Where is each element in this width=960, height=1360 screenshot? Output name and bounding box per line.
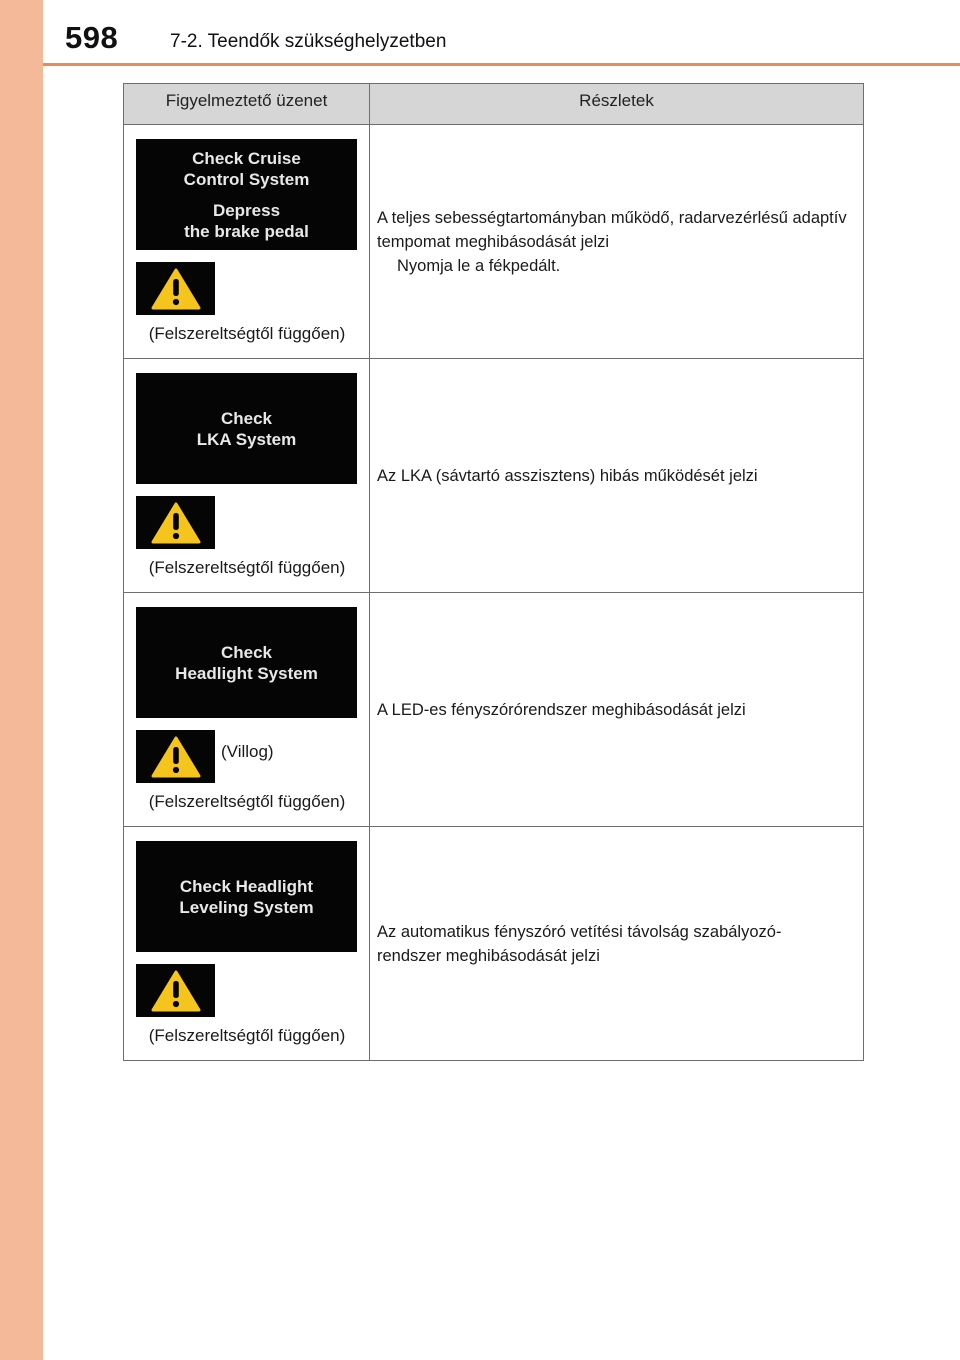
table-header-row — [124, 84, 864, 125]
details-text — [377, 359, 855, 592]
details-cell — [370, 359, 864, 593]
availability-note: (Felszereltségtől függően) — [148, 1026, 346, 1045]
screen-text-line: Check — [220, 408, 273, 428]
screen-text-line: the brake pedal — [184, 221, 309, 241]
details-line: A LED-es fényszórórendszer meghibásodását jelzi — [377, 700, 746, 719]
display-screen-image — [136, 607, 357, 718]
table-row — [124, 827, 864, 1061]
details-text — [377, 827, 855, 1060]
details-text — [377, 125, 855, 358]
details-line: Az automatikus fényszóró vetítési távolság szabályozó- — [377, 922, 782, 941]
warning-triangle-icon — [136, 730, 215, 783]
screen-text-line: Check Cruise — [192, 148, 301, 168]
screen-text-line: Leveling System — [179, 897, 314, 917]
message-cell — [124, 593, 370, 827]
screen-text-line: Control System — [183, 169, 310, 189]
details-cell — [370, 125, 864, 359]
availability-note: (Felszereltségtől függően) — [148, 324, 346, 343]
display-screen-image — [136, 373, 357, 484]
table-row — [124, 593, 864, 827]
action-instruction: Nyomja le a fékpedált. — [397, 256, 561, 275]
flashing-label: (Villog) — [221, 742, 274, 761]
details-line: Az LKA (sávtartó asszisztens) hibás működését jelzi — [377, 466, 758, 485]
details-cell — [370, 593, 864, 827]
details-text — [377, 593, 855, 826]
availability-note: (Felszereltségtől függően) — [148, 558, 346, 577]
section-title: 7-2. Teendők szükséghelyzetben — [170, 31, 447, 52]
warning-triangle-icon — [136, 964, 215, 1017]
display-screen-image — [136, 841, 357, 952]
screen-text-line: LKA System — [196, 429, 297, 449]
screen-text-line: Check Headlight — [179, 876, 314, 896]
details-line: rendszer meghibásodását jelzi — [377, 946, 600, 965]
page-number: 598 — [65, 20, 119, 55]
availability-note: (Felszereltségtől függően) — [148, 792, 346, 811]
table-body — [124, 125, 864, 1061]
screen-text-line: Check — [220, 642, 273, 662]
details-line: A teljes sebességtartományban működő, radarvezérlésű adaptív tempomat meghibásodását jelzi — [377, 208, 847, 251]
warning-messages-table — [123, 83, 864, 1061]
screen-text-line: Depress — [212, 200, 281, 220]
side-color-band — [0, 0, 43, 1360]
column-header-details: Részletek — [370, 84, 864, 125]
warning-triangle-icon — [136, 496, 215, 549]
header-rule — [43, 63, 960, 66]
table-row — [124, 359, 864, 593]
table-row — [124, 125, 864, 359]
display-screen-image — [136, 139, 357, 250]
column-header-message: Figyelmeztető üzenet — [124, 84, 370, 125]
page-header — [43, 0, 960, 68]
message-cell — [124, 125, 370, 359]
details-cell — [370, 827, 864, 1061]
message-cell — [124, 359, 370, 593]
warning-triangle-icon — [136, 262, 215, 315]
screen-text-line: Headlight System — [175, 663, 318, 683]
message-cell — [124, 827, 370, 1061]
